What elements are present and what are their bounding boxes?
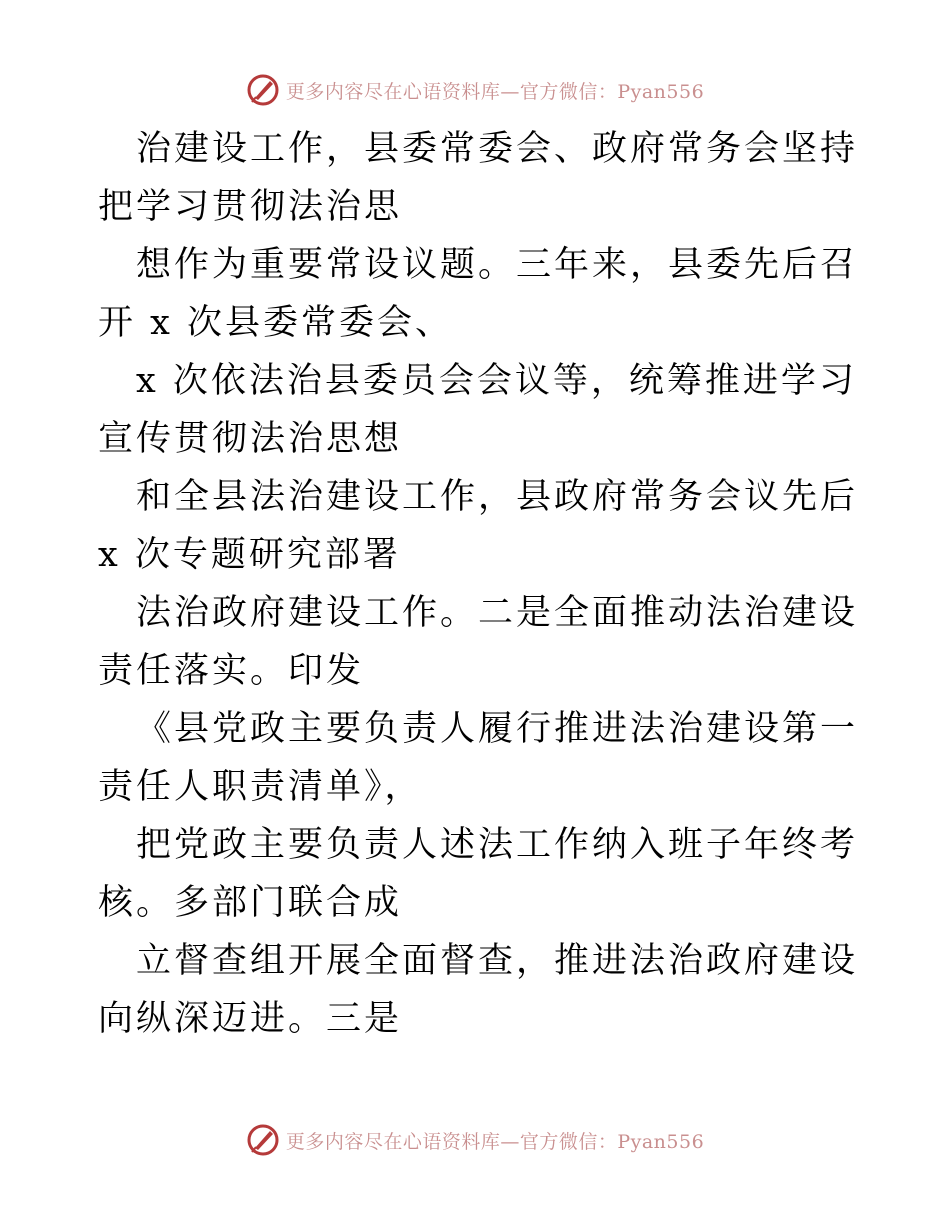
watermark-text: 更多内容尽在心语资料库—官方微信：Pyan556 bbox=[285, 1130, 705, 1153]
paragraph: 法治政府建设工作。二是全面推动法治建设责任落实。印发 bbox=[98, 593, 859, 691]
paragraph: 《县党政主要负责人履行推进法治建设第一责任人职责清单》， bbox=[98, 709, 859, 807]
footer-watermark bbox=[0, 1120, 950, 1160]
paragraph: x 次依法治县委员会会议等，统筹推进学习宣传贯彻法治思想 bbox=[98, 361, 857, 459]
paragraph: 和全县法治建设工作，县政府常务会议先后 x 次专题研究部署 bbox=[98, 477, 873, 575]
quill-logo-icon bbox=[246, 1123, 280, 1157]
paragraph: 想作为重要常设议题。三年来，县委先后召开 x 次县委常委会、 bbox=[98, 245, 859, 343]
header-watermark bbox=[0, 70, 950, 110]
quill-logo-icon bbox=[246, 73, 280, 107]
watermark-text: 更多内容尽在心语资料库—官方微信：Pyan556 bbox=[285, 80, 705, 103]
paragraph: 治建设工作，县委常委会、政府常务会坚持把学习贯彻法治思 bbox=[98, 129, 859, 227]
paragraph: 立督查组开展全面督查，推进法治政府建设向纵深迈进。三是 bbox=[98, 941, 859, 1039]
document-body bbox=[98, 120, 873, 1048]
paragraph: 把党政主要负责人述法工作纳入班子年终考核。多部门联合成 bbox=[98, 825, 859, 923]
